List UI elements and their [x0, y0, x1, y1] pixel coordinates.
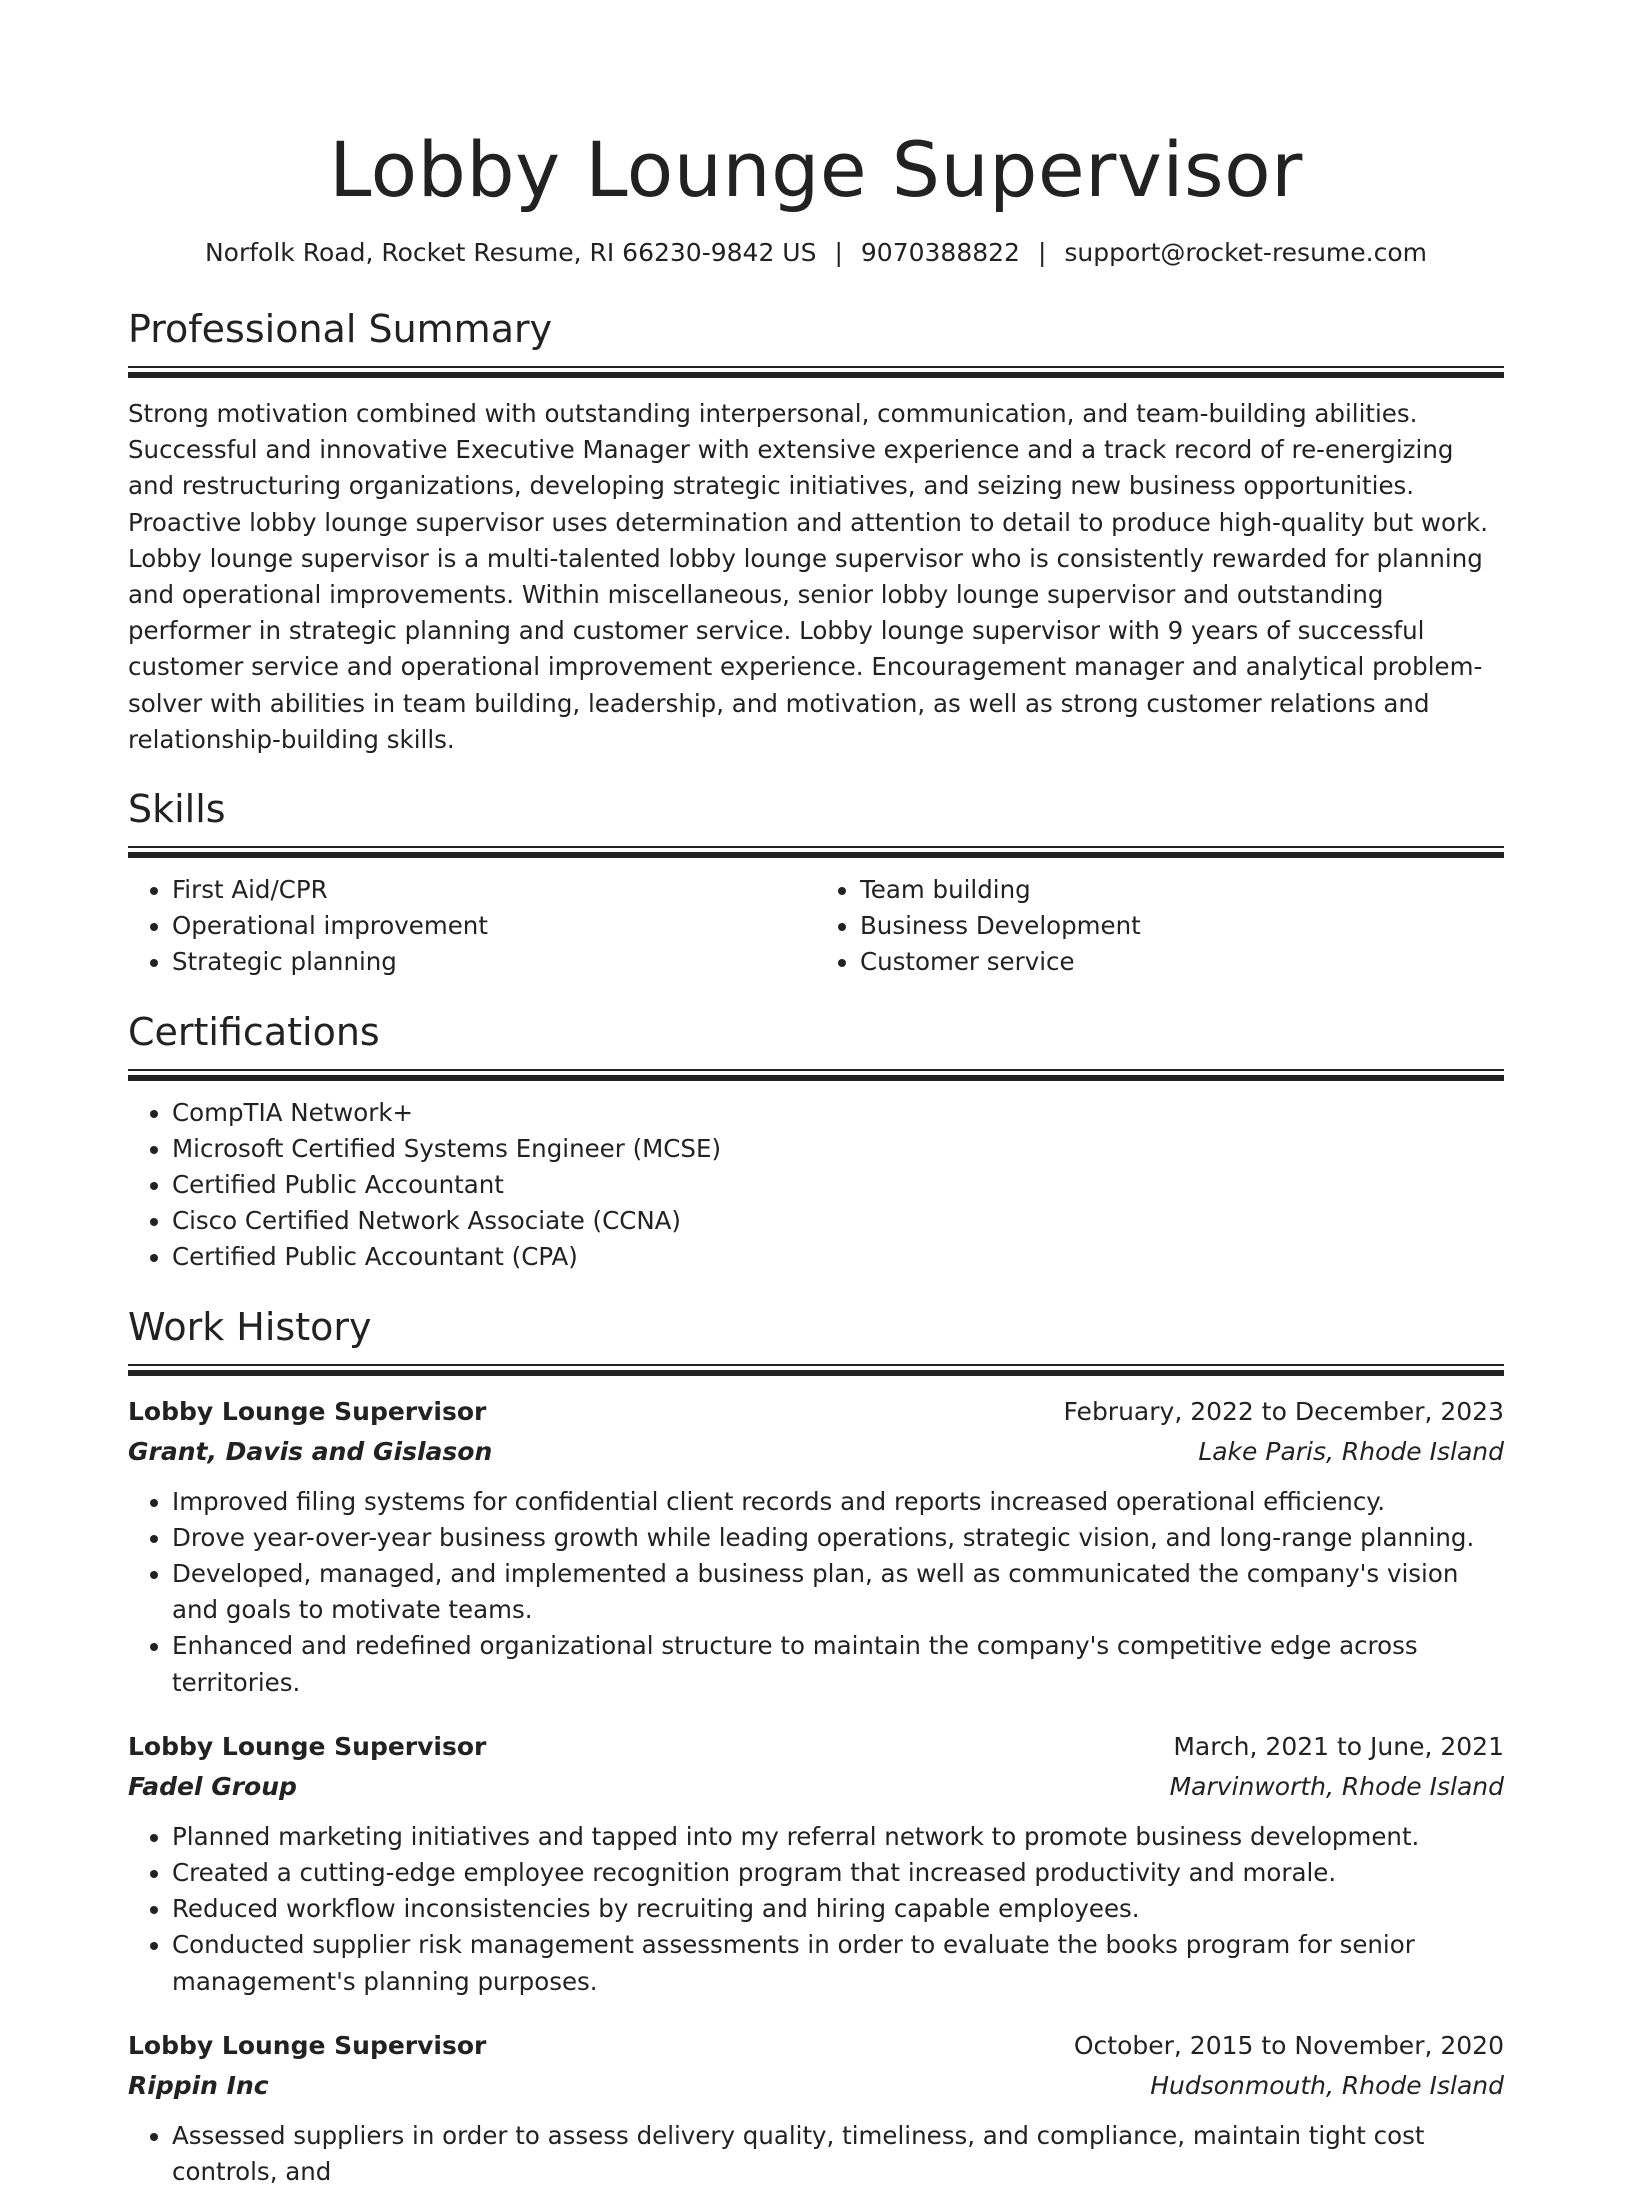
job-dates: October, 2015 to November, 2020: [1073, 2030, 1504, 2060]
job-duty: • Developed, managed, and implemented a business plan, as well as communicated the company's vision and goals to motivate teams.: [172, 1556, 1504, 1628]
job-entry: [128, 1392, 1504, 1701]
job-duty: • Assessed suppliers in order to assess delivery quality, timeliness, and compliance, maintain tight cost controls, and: [172, 2118, 1504, 2190]
skills-column-right: [816, 872, 1504, 981]
job-location: Hudsonmouth, Rhode Island: [1150, 2070, 1504, 2100]
job-company: Grant, Davis and Gislason: [128, 1436, 493, 1466]
job-dates: March, 2021 to June, 2021: [1173, 1731, 1504, 1761]
certification-item: • CompTIA Network+: [172, 1095, 1504, 1131]
skill-item: • Team building: [860, 872, 1504, 908]
job-duty: • Drove year-over-year business growth while leading operations, strategic vision, and long-range planning.: [172, 1520, 1504, 1556]
job-duty: • Conducted supplier risk management assessments in order to evaluate the books program for senior management's planning purposes.: [172, 1927, 1504, 1999]
certifications-section: [128, 1007, 1504, 1276]
section-divider: [128, 1069, 1504, 1081]
skill-item: • First Aid/CPR: [172, 872, 816, 908]
certification-item: • Certified Public Accountant (CPA): [172, 1239, 1504, 1275]
section-title-skills: Skills: [128, 787, 226, 832]
skill-item: • Customer service: [860, 944, 1504, 980]
contact-phone: 9070388822: [860, 238, 1020, 267]
skill-item: • Business Development: [860, 908, 1504, 944]
job-title: Lobby Lounge Supervisor: [128, 2030, 487, 2060]
job-duty: • Planned marketing initiatives and tapped into my referral network to promote business development.: [172, 1819, 1504, 1855]
job-duty: • Reduced workflow inconsistencies by recruiting and hiring capable employees.: [172, 1891, 1504, 1927]
skills-section: [128, 784, 1504, 981]
job-entry: [128, 1727, 1504, 2000]
job-location: Marvinworth, Rhode Island: [1169, 1771, 1504, 1801]
job-duty: • Improved filing systems for confidential client records and reports increased operational efficiency.: [172, 1484, 1504, 1520]
section-divider: [128, 366, 1504, 378]
job-entry: [128, 2026, 1504, 2190]
certifications-list: [128, 1095, 1504, 1276]
job-company: Fadel Group: [128, 1771, 297, 1801]
job-dates: February, 2022 to December, 2023: [1063, 1396, 1504, 1426]
work-history-section: [128, 1302, 1504, 2190]
summary-text: Strong motivation combined with outstanding interpersonal, communication, and team-building abilities. Successful and innovative Executive Manager with extensive experience and a track record of re-energizing and restructuring organizations, developing strategic initiatives, and seizing new business opportunities. Proactive lobby lounge supervisor uses determination and attention to detail to produce high-quality but work. Lobby lounge supervisor is a multi-talented lobby lounge supervisor who is consistently rewarded for planning and operational improvements. Within miscellaneous, senior lobby lounge supervisor and outstanding performer in strategic planning and customer service. Lobby lounge supervisor with 9 years of successful customer service and operational improvement experience. Encouragement manager and analytical problem-solver with abilities in team building, leadership, and motivation, as well as strong customer relations and relationship-building skills.: [128, 399, 1489, 754]
job-company-row: [128, 1767, 1504, 1807]
section-divider: [128, 846, 1504, 858]
skill-item: • Strategic planning: [172, 944, 816, 980]
skill-item: • Operational improvement: [172, 908, 816, 944]
job-duty: • Created a cutting-edge employee recognition program that increased productivity and morale.: [172, 1855, 1504, 1891]
job-duties: [128, 1819, 1504, 2000]
contact-separator: |: [1037, 238, 1047, 267]
section-title-certifications: Certifications: [128, 1009, 380, 1054]
section-title-work-history: Work History: [128, 1304, 372, 1349]
contact-email: support@rocket-resume.com: [1064, 238, 1428, 267]
contact-separator: |: [834, 238, 843, 267]
job-header-row: [128, 1727, 1504, 1767]
job-title: Lobby Lounge Supervisor: [128, 1396, 487, 1426]
skills-grid: [128, 872, 1504, 981]
summary-section: [128, 304, 1504, 758]
job-duty: • Enhanced and redefined organizational structure to maintain the company's competitive edge across territories.: [172, 1628, 1504, 1700]
candidate-name: Lobby Lounge Supervisor: [329, 125, 1303, 214]
contact-address: Norfolk Road, Rocket Resume, RI 66230-9842 US: [204, 238, 817, 267]
section-divider: [128, 1364, 1504, 1376]
skills-column-left: [128, 872, 816, 981]
certification-item: • Cisco Certified Network Associate (CCNA): [172, 1203, 1504, 1239]
job-location: Lake Paris, Rhode Island: [1198, 1436, 1504, 1466]
job-header-row: [128, 1392, 1504, 1432]
job-title: Lobby Lounge Supervisor: [128, 1731, 487, 1761]
job-duties: [128, 1484, 1504, 1701]
certification-item: • Certified Public Accountant: [172, 1167, 1504, 1203]
job-company-row: [128, 1432, 1504, 1472]
certification-item: • Microsoft Certified Systems Engineer (MCSE): [172, 1131, 1504, 1167]
section-title-summary: Professional Summary: [128, 307, 553, 351]
job-company: Rippin Inc: [128, 2070, 269, 2100]
job-duties: [128, 2118, 1504, 2190]
resume-page: [128, 0, 1504, 2190]
job-header-row: [128, 2026, 1504, 2066]
job-company-row: [128, 2066, 1504, 2106]
contact-line: [128, 236, 1504, 270]
